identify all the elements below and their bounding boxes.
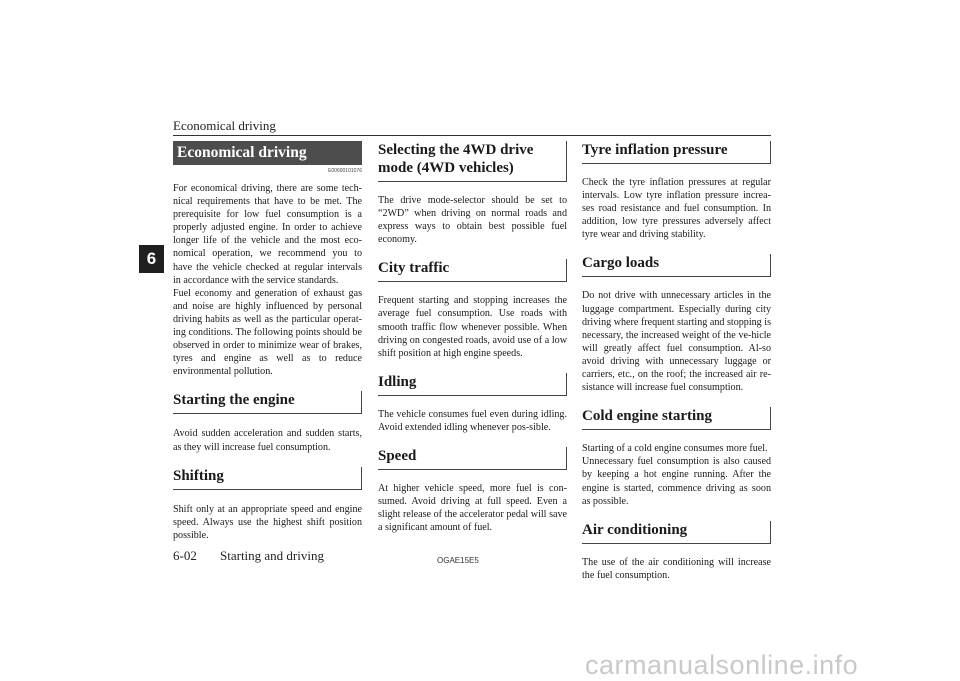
heading-tyre-pressure: Tyre inflation pressure (582, 141, 771, 164)
heading-selecting-4wd: Selecting the 4WD drive mode (4WD vehicles) (378, 141, 567, 182)
heading-idling: Idling (378, 373, 567, 396)
heading-starting-engine: Starting the engine (173, 391, 362, 414)
section-title: Economical driving (173, 141, 362, 165)
chapter-tab: 6 (139, 245, 164, 273)
shifting-text: Shift only at an appropriate speed and engine speed. Always use the highest shift position possible. (173, 503, 362, 541)
heading-shifting: Shifting (173, 467, 362, 490)
document-id: E00600101076 (328, 168, 362, 174)
speed-text: At higher vehicle speed, more fuel is con-sumed. Avoid driving at full speed. Even a slight release of the accelerator pedal will save a significant amount of fuel. (378, 483, 567, 534)
air-conditioning-text: The use of the air conditioning will increase the fuel consumption. (582, 556, 771, 581)
header-rule (173, 135, 771, 136)
column-1 (173, 141, 362, 542)
column-3 (582, 141, 771, 582)
footer-section-name: Starting and driving (220, 548, 324, 563)
heading-speed: Speed (378, 447, 567, 470)
page-header-title: Economical driving (173, 118, 276, 133)
heading-cold-engine: Cold engine starting (582, 407, 771, 430)
intro-paragraph-1: For economical driving, there are some tech-nical requirements that have to be met. The prerequisite for low fuel consumption is a properly adjusted engine. In order to achieve longer life of the vehicle and the most eco-nomical operation, we recommend you to have the vehicle checked at regular intervals in accordance with the service standards. (173, 183, 362, 286)
cargo-loads-text: Do not drive with unnecessary articles in the luggage compartment. Especially during city driving where frequent starting and stopping is necessary, the increased weight of the ve-hicle will greatly affect fuel consumption. Al-so avoid driving with unnecessary luggage or carriers, etc., on the roof; the increased air re-sistance will increase fuel consumption. (582, 290, 771, 394)
cold-engine-text-1: Starting of a cold engine consumes more fuel. (582, 443, 768, 455)
heading-cargo-loads: Cargo loads (582, 254, 771, 277)
watermark-text: carmanualsonline.info (585, 650, 859, 680)
footer-document-code: OGAE15E5 (437, 556, 479, 565)
intro-paragraph-2: Fuel economy and generation of exhaust gas and noise are highly influenced by personal driving habits as well as the particular operat-ing conditions. The following points should be observed in order to minimize wear of brakes, tyres and engine as well as to reduce environmental pollution. (173, 287, 362, 378)
selecting-4wd-text: The drive mode-selector should be set to “2WD” when driving on normal roads and express ways to obtain best possible fuel economy. (378, 195, 567, 246)
city-traffic-text: Frequent starting and stopping increases the average fuel consumption. Use roads with smooth traffic flow whenever possible. When driving on congested roads, avoid use of a low shift position at high engine speeds. (378, 295, 567, 359)
cold-engine-text-2: Unnecessary fuel consumption is also caused by keeping a hot engine running. After the engine is started, commence driving as soon as possible. (582, 456, 771, 507)
column-2 (378, 141, 567, 534)
idling-text: The vehicle consumes fuel even during idling. Avoid extended idling whenever pos-sible. (378, 408, 567, 433)
tyre-pressure-text: Check the tyre inflation pressures at regular intervals. Low tyre inflation pressure increa-ses road resistance and fuel consumption. In addition, low tyre pressures adversely affect tyre wear and driving stability. (582, 177, 771, 241)
heading-city-traffic: City traffic (378, 259, 567, 282)
heading-air-conditioning: Air conditioning (582, 521, 771, 544)
starting-engine-text: Avoid sudden acceleration and sudden starts, as they will increase fuel consumption. (173, 428, 362, 453)
footer-page-number: 6-02 (173, 548, 197, 563)
